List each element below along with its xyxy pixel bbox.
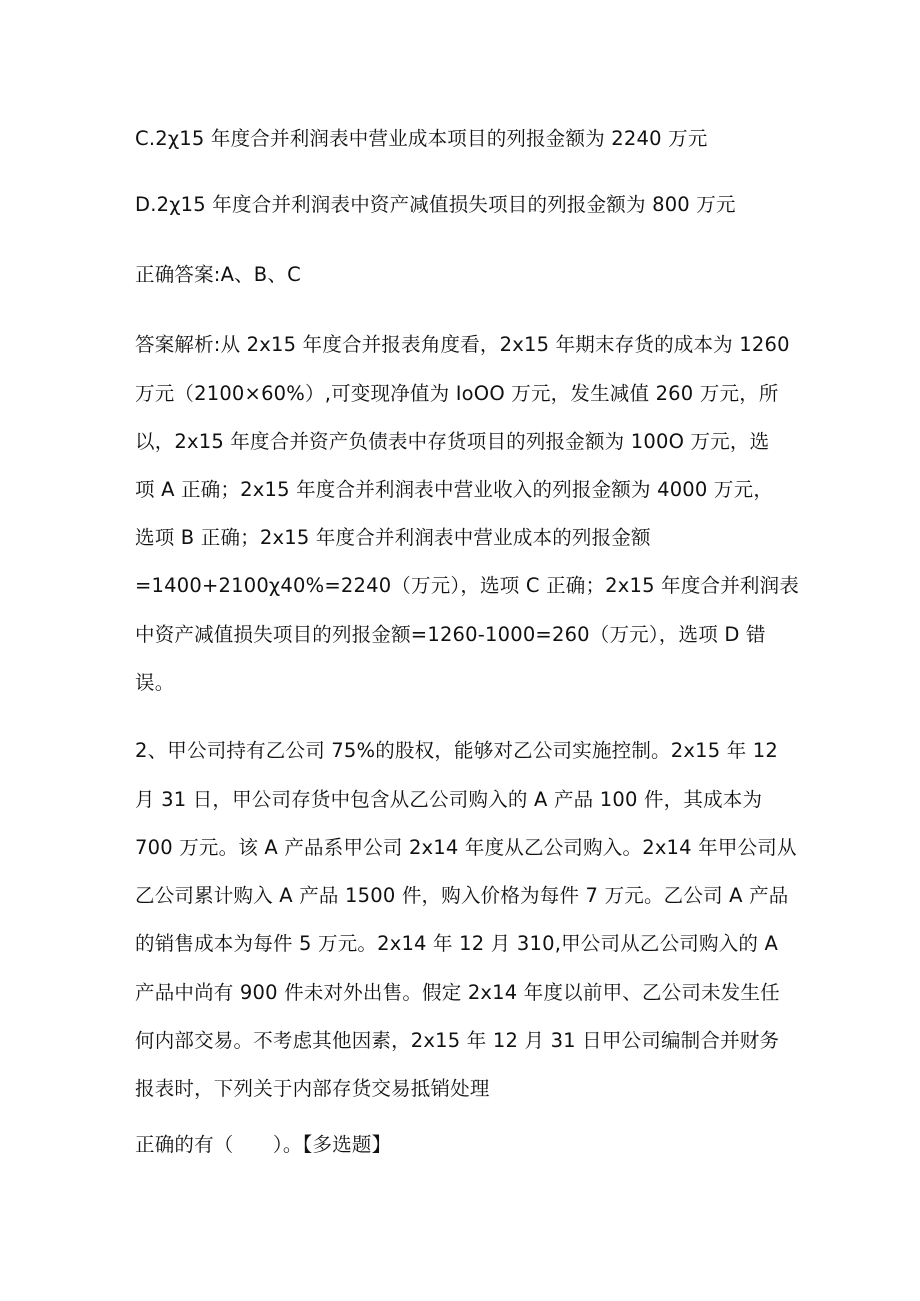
question-prompt: 正确的有（ ）。【多选题】 [135, 1133, 392, 1156]
analysis-line: 误。 [135, 671, 175, 694]
question-line: 何内部交易。不考虑其他因素，2x15 年 12 月 31 日甲公司编制合并财务 [135, 1029, 780, 1052]
analysis-line: 以，2x15 年度合并资产负债表中存货项目的列报金额为 100O 万元，选 [135, 430, 770, 453]
option-d: D.2χ15 年度合并利润表中资产减值损失项目的列报金额为 800 万元 [135, 193, 736, 216]
analysis-line: 选项 B 正确；2x15 年度合并利润表中营业成本的列报金额 [135, 526, 651, 549]
option-c: C.2χ15 年度合并利润表中营业成本项目的列报金额为 2240 万元 [135, 127, 708, 150]
analysis-line: 项 A 正确；2x15 年度合并利润表中营业收入的列报金额为 4000 万元， [135, 478, 774, 501]
question-line: 产品中尚有 900 件未对外出售。假定 2x14 年度以前甲、乙公司未发生任 [135, 981, 780, 1004]
question-line: 2、甲公司持有乙公司 75%的股权，能够对乙公司实施控制。2x15 年 12 [135, 739, 779, 762]
analysis-line: =1400+2100χ40%=2240（万元），选项 C 正确；2x15 年度合并利润表 [135, 574, 800, 597]
analysis-line: 答案解析:从 2x15 年度合并报表角度看，2x15 年期末存货的成本为 1260 [135, 333, 790, 356]
analysis-line: 万元（2100×60%）,可变现净值为 IoOO 万元，发生减值 260 万元，所 [135, 382, 779, 405]
question-line: 报表时，下列关于内部存货交易抵销处理 [135, 1077, 490, 1100]
analysis-line: 中资产减值损失项目的列报金额=1260-1000=260（万元），选项 D 错 [135, 623, 766, 646]
question-line: 700 万元。该 A 产品系甲公司 2x14 年度从乙公司购入。2x14 年甲公司从 [135, 836, 797, 859]
question-line: 乙公司累计购入 A 产品 1500 件，购入价格为每件 7 万元。乙公司 A 产品 [135, 884, 789, 907]
question-line: 月 31 日，甲公司存货中包含从乙公司购入的 A 产品 100 件，其成本为 [135, 788, 763, 811]
question-line: 的销售成本为每件 5 万元。2x14 年 12 月 310,甲公司从乙公司购入的 A [135, 932, 779, 955]
correct-answer: 正确答案:A、B、C [135, 263, 301, 286]
